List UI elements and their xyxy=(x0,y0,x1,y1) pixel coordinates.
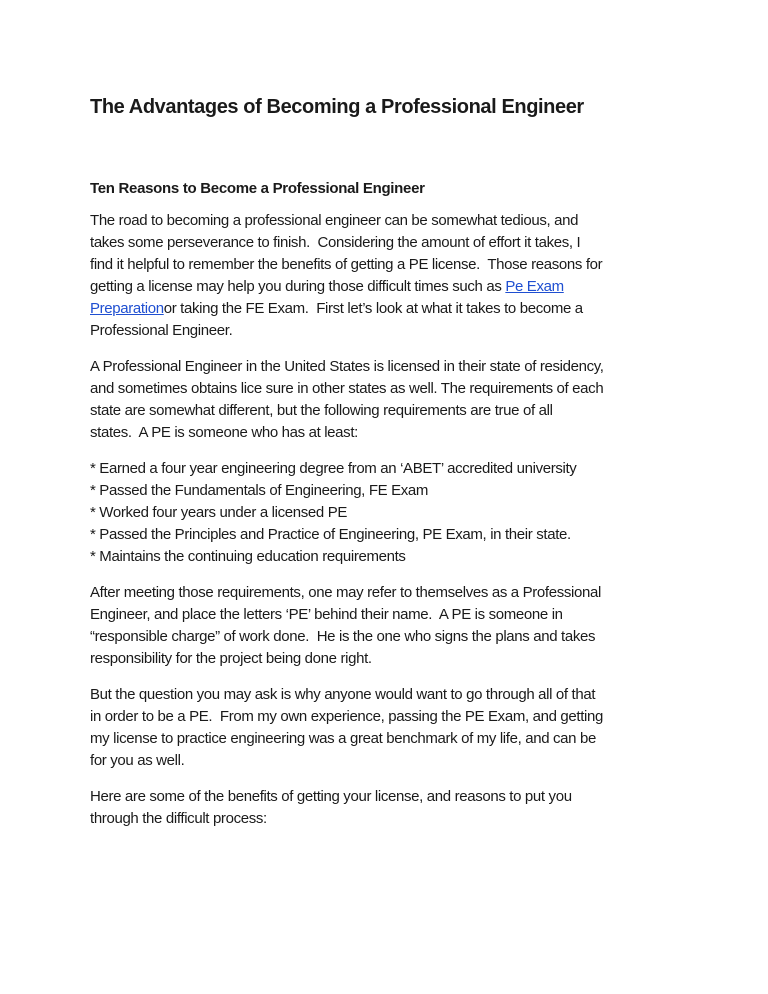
list-item: * Passed the Fundamentals of Engineering, FE Exam xyxy=(90,482,429,499)
list-item: * Worked four years under a licensed PE xyxy=(90,504,348,521)
list-item: * Maintains the continuing education requirements xyxy=(90,548,406,565)
paragraph xyxy=(90,356,700,444)
text-line: for you as well. xyxy=(90,752,185,769)
text-line: state are somewhat different, but the following requirements are true of all xyxy=(90,402,553,419)
paragraph xyxy=(90,582,700,670)
list-item: * Passed the Principles and Practice of Engineering, PE Exam, in their state. xyxy=(90,526,571,543)
pe-exam-preparation-link-continued[interactable]: Preparation xyxy=(90,300,164,317)
text-segment: getting a license may help you during those difficult times such as xyxy=(90,278,506,295)
list-item: * Earned a four year engineering degree from an ‘ABET’ accredited university xyxy=(90,460,577,477)
requirements-list xyxy=(90,458,700,568)
text-line: But the question you may ask is why anyone would want to go through all of that xyxy=(90,686,596,703)
text-line: The road to becoming a professional engineer can be somewhat tedious, and xyxy=(90,212,579,229)
text-line xyxy=(90,298,700,320)
paragraph xyxy=(90,786,700,830)
text-line: responsibility for the project being done right. xyxy=(90,650,372,667)
text-line: Here are some of the benefits of getting your license, and reasons to put you xyxy=(90,788,572,805)
text-line: my license to practice engineering was a great benchmark of my life, and can be xyxy=(90,730,596,747)
section-heading: Ten Reasons to Become a Professional Engineer xyxy=(90,180,425,197)
intro-paragraph xyxy=(90,210,700,342)
paragraph xyxy=(90,684,700,772)
text-line: Engineer, and place the letters ‘PE’ behind their name. A PE is someone in xyxy=(90,606,563,623)
pe-exam-preparation-link[interactable]: Pe Exam xyxy=(505,278,564,295)
text-line: find it helpful to remember the benefits of getting a PE license. Those reasons for xyxy=(90,256,603,273)
text-segment: or taking the FE Exam. First let’s look at what it takes to become a xyxy=(163,300,583,317)
text-line xyxy=(90,276,700,298)
text-line: Professional Engineer. xyxy=(90,322,233,339)
document-title: The Advantages of Becoming a Professional Engineer xyxy=(90,96,584,118)
document-page xyxy=(90,93,700,844)
text-line: states. A PE is someone who has at least: xyxy=(90,424,358,441)
text-line: through the difficult process: xyxy=(90,810,267,827)
text-line: “responsible charge” of work done. He is the one who signs the plans and takes xyxy=(90,628,596,645)
body-paragraphs xyxy=(90,356,700,830)
text-line: in order to be a PE. From my own experience, passing the PE Exam, and getting xyxy=(90,708,603,725)
text-line: takes some perseverance to finish. Considering the amount of effort it takes, I xyxy=(90,234,581,251)
text-line: and sometimes obtains lice sure in other states as well. The requirements of each xyxy=(90,380,604,397)
text-line: A Professional Engineer in the United States is licensed in their state of residency, xyxy=(90,358,604,375)
text-line: After meeting those requirements, one may refer to themselves as a Professional xyxy=(90,584,601,601)
